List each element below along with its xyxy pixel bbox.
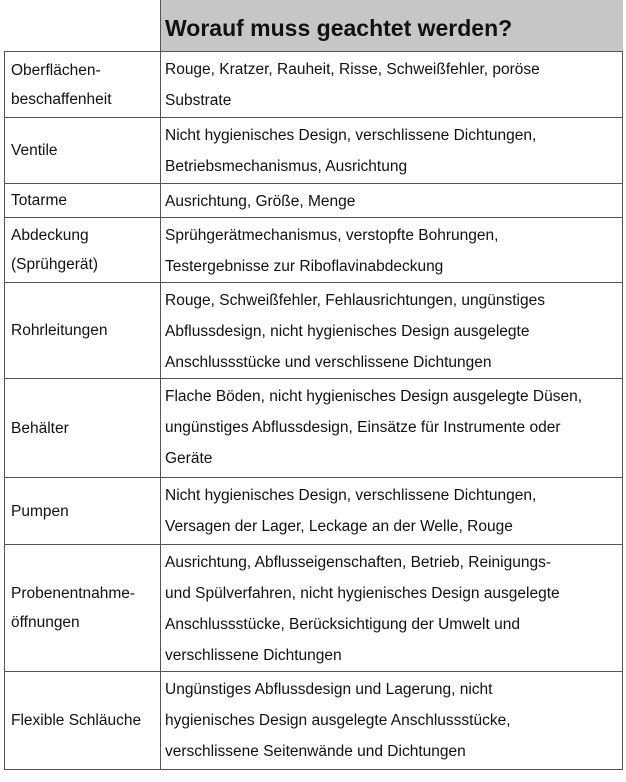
- component-label-cell: [5, 545, 161, 672]
- inspection-points-cell: [161, 118, 623, 184]
- component-label: (Sprühgerät): [11, 256, 99, 273]
- inspection-points-cell: [161, 184, 623, 218]
- inspection-points-text: Ausrichtung, Abflusseigenschaften, Betrieb, Reinigungs-: [165, 554, 552, 571]
- inspection-points-text: Nicht hygienisches Design, verschlissene Dichtungen,: [165, 487, 537, 504]
- inspection-points-text: verschlissene Seitenwände und Dichtungen: [165, 743, 466, 760]
- inspection-points-text: Anschlussstücke und verschlissene Dichtungen: [165, 354, 492, 371]
- inspection-points-text: verschlissene Dichtungen: [165, 647, 342, 664]
- component-label: Rohrleitungen: [11, 322, 108, 339]
- inspection-points-cell: [161, 672, 623, 770]
- inspection-points-text: Betriebsmechanismus, Ausrichtung: [165, 158, 408, 175]
- inspection-points-text: Ausrichtung, Größe, Menge: [165, 193, 356, 210]
- component-label-cell: [5, 478, 161, 545]
- inspection-points-cell: [161, 478, 623, 545]
- table-row: [5, 218, 623, 283]
- component-label-cell: [5, 379, 161, 478]
- component-label-cell: [5, 672, 161, 770]
- inspection-points-text: und Spülverfahren, nicht hygienisches Design ausgelegte: [165, 585, 560, 602]
- component-label: Abdeckung: [11, 227, 89, 244]
- table-title: Worauf muss geachtet werden?: [161, 0, 623, 52]
- inspection-points-text: Anschlussstücke, Berücksichtigung der Umwelt und: [165, 616, 520, 633]
- inspection-points-text: Versagen der Lager, Leckage an der Welle, Rouge: [165, 518, 513, 535]
- component-label-cell: [5, 118, 161, 184]
- component-label-cell: [5, 283, 161, 379]
- component-label: öffnungen: [11, 614, 80, 631]
- table-row: [5, 184, 623, 218]
- component-label: Probenentnahme-: [11, 585, 136, 602]
- table-header-row: [5, 0, 623, 52]
- component-label: Pumpen: [11, 502, 69, 520]
- table-row: [5, 283, 623, 379]
- table-row: [5, 52, 623, 118]
- inspection-points-text: Ungünstiges Abflussdesign und Lagerung, nicht: [165, 681, 493, 698]
- table-row: [5, 478, 623, 545]
- inspection-points-cell: [161, 379, 623, 478]
- component-label-cell: [5, 52, 161, 118]
- inspection-points-text: Testergebnisse zur Riboflavinabdeckung: [165, 258, 444, 275]
- component-label: Flexible Schläuche: [11, 712, 142, 729]
- inspection-points-text: ungünstiges Abflussdesign, Einsätze für Instrumente oder: [165, 419, 561, 436]
- table-row: [5, 379, 623, 478]
- table-row: [5, 118, 623, 184]
- component-label: Ventile: [11, 142, 58, 159]
- inspection-points-text: hygienisches Design ausgelegte Anschlussstücke,: [165, 712, 511, 729]
- table-row: [5, 545, 623, 672]
- inspection-points-text: Sprühgerätmechanismus, verstopfte Bohrungen,: [165, 227, 499, 244]
- inspection-points-cell: [161, 283, 623, 379]
- inspection-points-cell: [161, 545, 623, 672]
- inspection-checklist-table: [4, 0, 623, 770]
- inspection-points-text: Rouge, Schweißfehler, Fehlausrichtungen, ungünstiges: [165, 292, 545, 309]
- inspection-points-text: Geräte: [165, 450, 213, 467]
- inspection-points-text: Nicht hygienisches Design, verschlissene Dichtungen,: [165, 127, 537, 144]
- inspection-points-text: Substrate: [165, 92, 232, 109]
- inspection-points-cell: [161, 52, 623, 118]
- inspection-points-text: Abflussdesign, nicht hygienisches Design ausgelegte: [165, 323, 530, 340]
- component-label: Behälter: [11, 419, 69, 437]
- inspection-points-cell: [161, 218, 623, 283]
- component-label: Oberflächen-: [11, 61, 101, 79]
- component-label-cell: [5, 184, 161, 218]
- component-label: beschaffenheit: [11, 90, 112, 108]
- table-row: [5, 672, 623, 770]
- table-body: [5, 0, 623, 770]
- inspection-points-text: Rouge, Kratzer, Rauheit, Risse, Schweißfehler, poröse: [165, 61, 540, 78]
- component-label-cell: [5, 218, 161, 283]
- header-corner-cell: [5, 0, 161, 52]
- component-label: Totarme: [11, 192, 67, 209]
- inspection-points-text: Flache Böden, nicht hygienisches Design ausgelegte Düsen,: [165, 388, 583, 405]
